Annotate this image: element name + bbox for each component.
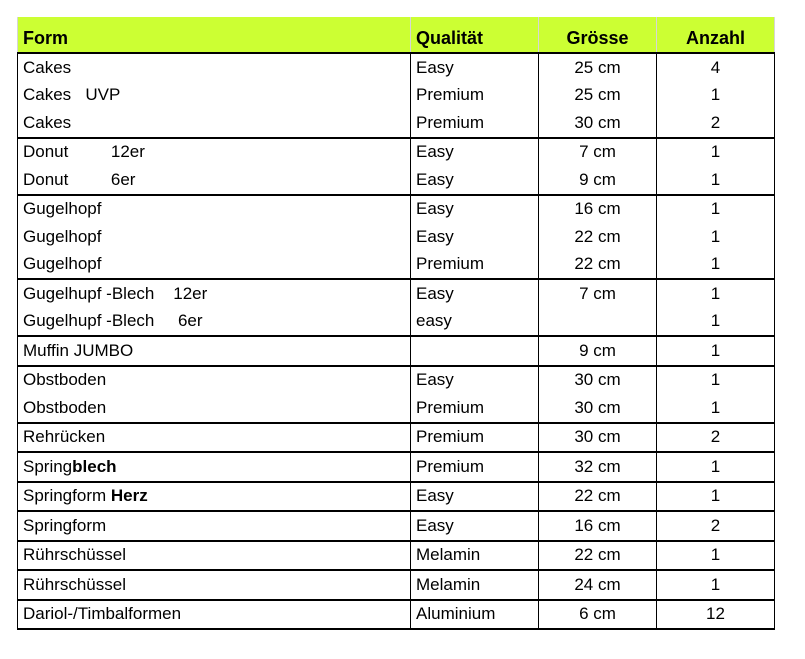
spreadsheet-table xyxy=(17,17,774,630)
cell-form xyxy=(18,308,411,337)
cell-size: 9 cm xyxy=(539,166,657,195)
table-row xyxy=(18,423,775,453)
table-row xyxy=(18,394,775,423)
cell-form-text: Dariol-/Timbalformen xyxy=(23,604,182,624)
cell-size: 30 cm xyxy=(539,394,657,423)
cell-size: 30 cm xyxy=(539,109,657,138)
cell-form xyxy=(18,223,411,251)
table-row xyxy=(18,53,775,82)
cell-count: 2 xyxy=(657,511,775,541)
cell-form-text: Springform xyxy=(23,515,107,535)
cell-form xyxy=(18,600,411,630)
cell-form xyxy=(18,279,411,308)
table-row xyxy=(18,166,775,195)
cell-quality: Easy xyxy=(411,482,539,512)
cell-form-text: Obstboden xyxy=(23,397,107,417)
cell-form xyxy=(18,570,411,600)
table-row xyxy=(18,308,775,337)
cell-form-text: Rehrücken xyxy=(23,427,106,447)
cell-quality: Premium xyxy=(411,109,539,138)
table-body xyxy=(18,53,775,629)
cell-form-text: Spring xyxy=(23,456,73,476)
cell-form xyxy=(18,511,411,541)
cell-size: 25 cm xyxy=(539,82,657,110)
cell-form xyxy=(18,482,411,512)
cell-count: 1 xyxy=(657,570,775,600)
cell-form-text: Gugelhupf -Blech 12er xyxy=(23,283,208,303)
cell-count: 12 xyxy=(657,600,775,630)
cell-size: 16 cm xyxy=(539,195,657,224)
cell-count: 1 xyxy=(657,138,775,167)
cell-form-text: Cakes UVP xyxy=(23,85,121,105)
table-row xyxy=(18,452,775,482)
cell-form-text: Gugelhopf xyxy=(23,254,102,274)
table-row xyxy=(18,109,775,138)
cell-count: 1 xyxy=(657,452,775,482)
cell-form xyxy=(18,336,411,366)
cell-form xyxy=(18,452,411,482)
cell-form xyxy=(18,109,411,138)
cell-form xyxy=(18,82,411,110)
table-row xyxy=(18,600,775,630)
cell-form-text: Muffin JUMBO xyxy=(23,340,134,360)
cell-quality: Easy xyxy=(411,223,539,251)
cell-size: 24 cm xyxy=(539,570,657,600)
cell-count: 1 xyxy=(657,366,775,395)
column-header-quality: Qualität xyxy=(411,17,539,53)
cell-quality: Premium xyxy=(411,423,539,453)
cell-count: 4 xyxy=(657,53,775,82)
cell-form-emphasis: Herz xyxy=(110,486,148,506)
cell-form-text: Springform xyxy=(23,486,111,506)
cell-quality: Premium xyxy=(411,452,539,482)
cell-form xyxy=(18,366,411,395)
cell-form-text: Gugelhopf xyxy=(23,199,102,219)
cell-quality: Melamin xyxy=(411,570,539,600)
cell-form xyxy=(18,195,411,224)
cell-quality: Easy xyxy=(411,166,539,195)
cell-size: 7 cm xyxy=(539,279,657,308)
cell-quality: Premium xyxy=(411,394,539,423)
cell-form-text: Rührschüssel xyxy=(23,545,126,565)
cell-quality: Melamin xyxy=(411,541,539,571)
cell-quality: Premium xyxy=(411,251,539,280)
cell-count: 1 xyxy=(657,541,775,571)
cell-size xyxy=(539,308,657,337)
header-row xyxy=(18,17,775,53)
cell-size: 9 cm xyxy=(539,336,657,366)
cell-count: 2 xyxy=(657,423,775,453)
table-row xyxy=(18,336,775,366)
cell-quality: Premium xyxy=(411,82,539,110)
cell-quality: Easy xyxy=(411,53,539,82)
table-row xyxy=(18,223,775,251)
table-row xyxy=(18,251,775,280)
cell-size: 22 cm xyxy=(539,541,657,571)
cell-form xyxy=(18,394,411,423)
cell-size: 30 cm xyxy=(539,423,657,453)
cell-count: 1 xyxy=(657,195,775,224)
table-row xyxy=(18,195,775,224)
cell-quality: Easy xyxy=(411,511,539,541)
column-header-size: Grösse xyxy=(539,17,657,53)
cell-size: 22 cm xyxy=(539,251,657,280)
cell-quality: Easy xyxy=(411,366,539,395)
cell-form-text: Obstboden xyxy=(23,370,107,390)
cell-size: 16 cm xyxy=(539,511,657,541)
cell-count: 1 xyxy=(657,308,775,337)
cell-form xyxy=(18,251,411,280)
cell-form-text: Gugelhopf xyxy=(23,226,102,246)
cell-count: 1 xyxy=(657,279,775,308)
cell-size: 25 cm xyxy=(539,53,657,82)
column-header-form: Form xyxy=(18,17,411,53)
cell-size: 22 cm xyxy=(539,223,657,251)
cell-quality: easy xyxy=(411,308,539,337)
cell-count: 1 xyxy=(657,251,775,280)
cell-form xyxy=(18,166,411,195)
cell-quality: Aluminium xyxy=(411,600,539,630)
cell-count: 1 xyxy=(657,482,775,512)
cell-size: 7 cm xyxy=(539,138,657,167)
cell-count: 1 xyxy=(657,223,775,251)
cell-form xyxy=(18,53,411,82)
cell-count: 1 xyxy=(657,82,775,110)
cell-size: 30 cm xyxy=(539,366,657,395)
cell-form-emphasis: blech xyxy=(72,456,117,476)
cell-form-text: Donut 6er xyxy=(23,169,136,189)
table-row xyxy=(18,366,775,395)
table-row xyxy=(18,541,775,571)
cell-quality: Easy xyxy=(411,195,539,224)
cell-count: 2 xyxy=(657,109,775,138)
cell-count: 1 xyxy=(657,394,775,423)
cell-form xyxy=(18,138,411,167)
cell-form-text: Rührschüssel xyxy=(23,574,126,594)
table-row xyxy=(18,570,775,600)
cell-form-text: Cakes xyxy=(23,112,72,132)
cell-size: 6 cm xyxy=(539,600,657,630)
cell-quality: Easy xyxy=(411,138,539,167)
cell-quality xyxy=(411,336,539,366)
table-row xyxy=(18,82,775,110)
cell-size: 22 cm xyxy=(539,482,657,512)
cell-form-text: Donut 12er xyxy=(23,142,145,162)
cell-count: 1 xyxy=(657,166,775,195)
table-row xyxy=(18,279,775,308)
cell-size: 32 cm xyxy=(539,452,657,482)
cell-quality: Easy xyxy=(411,279,539,308)
cell-form-text: Gugelhupf -Blech 6er xyxy=(23,311,203,331)
cell-form xyxy=(18,541,411,571)
cell-count: 1 xyxy=(657,336,775,366)
cell-form xyxy=(18,423,411,453)
inventory-table xyxy=(17,17,775,630)
table-row xyxy=(18,511,775,541)
column-header-count: Anzahl xyxy=(657,17,775,53)
cell-form-text: Cakes xyxy=(23,57,72,77)
table-row xyxy=(18,482,775,512)
table-row xyxy=(18,138,775,167)
